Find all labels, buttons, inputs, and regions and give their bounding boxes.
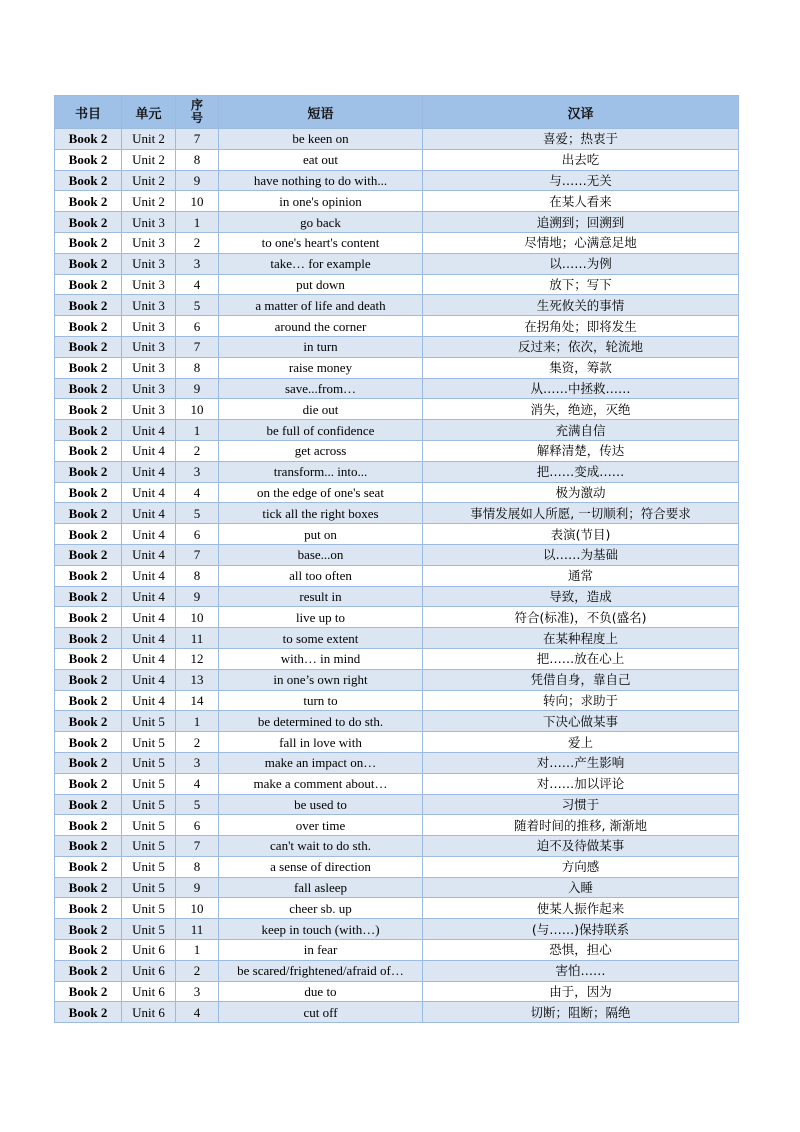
seq-cell: 10 xyxy=(176,191,219,212)
translation-cell: 对……加以评论 xyxy=(423,773,739,794)
seq-cell: 4 xyxy=(176,274,219,295)
translation-cell: 下决心做某事 xyxy=(423,711,739,732)
table-row xyxy=(55,316,739,337)
table-row xyxy=(55,815,739,836)
book-cell: Book 2 xyxy=(55,212,122,233)
book-cell: Book 2 xyxy=(55,1002,122,1023)
table-row xyxy=(55,440,739,461)
table-row xyxy=(55,648,739,669)
table-row xyxy=(55,295,739,316)
table-row xyxy=(55,940,739,961)
phrase-cell: put down xyxy=(219,274,423,295)
book-cell: Book 2 xyxy=(55,524,122,545)
unit-cell: Unit 3 xyxy=(122,274,176,295)
translation-cell: 尽情地；心满意足地 xyxy=(423,232,739,253)
unit-cell: Unit 3 xyxy=(122,232,176,253)
unit-cell: Unit 3 xyxy=(122,399,176,420)
unit-cell: Unit 4 xyxy=(122,440,176,461)
seq-cell: 10 xyxy=(176,607,219,628)
phrase-cell: with… in mind xyxy=(219,648,423,669)
phrase-cell: be keen on xyxy=(219,129,423,150)
seq-cell: 7 xyxy=(176,129,219,150)
unit-cell: Unit 6 xyxy=(122,981,176,1002)
book-cell: Book 2 xyxy=(55,690,122,711)
seq-cell: 7 xyxy=(176,544,219,565)
translation-cell: 把……变成…… xyxy=(423,461,739,482)
book-cell: Book 2 xyxy=(55,482,122,503)
book-cell: Book 2 xyxy=(55,940,122,961)
translation-cell: 出去吃 xyxy=(423,149,739,170)
seq-cell: 8 xyxy=(176,565,219,586)
book-cell: Book 2 xyxy=(55,232,122,253)
translation-cell: 把……放在心上 xyxy=(423,648,739,669)
unit-cell: Unit 4 xyxy=(122,607,176,628)
table-row xyxy=(55,628,739,649)
phrase-cell: base...on xyxy=(219,544,423,565)
translation-cell: 凭借自身，靠自己 xyxy=(423,669,739,690)
book-cell: Book 2 xyxy=(55,336,122,357)
book-cell: Book 2 xyxy=(55,440,122,461)
phrase-cell: cheer sb. up xyxy=(219,898,423,919)
translation-cell: 由于，因为 xyxy=(423,981,739,1002)
table-row xyxy=(55,253,739,274)
unit-cell: Unit 4 xyxy=(122,628,176,649)
phrase-cell: fall asleep xyxy=(219,877,423,898)
phrase-cell: eat out xyxy=(219,149,423,170)
phrase-cell: result in xyxy=(219,586,423,607)
book-cell: Book 2 xyxy=(55,565,122,586)
seq-cell: 11 xyxy=(176,919,219,940)
phrase-cell: over time xyxy=(219,815,423,836)
book-cell: Book 2 xyxy=(55,129,122,150)
translation-cell: 以……为基础 xyxy=(423,544,739,565)
book-cell: Book 2 xyxy=(55,898,122,919)
translation-cell: 通常 xyxy=(423,565,739,586)
seq-cell: 5 xyxy=(176,794,219,815)
phrase-cell: a matter of life and death xyxy=(219,295,423,316)
book-cell: Book 2 xyxy=(55,919,122,940)
table-row xyxy=(55,336,739,357)
unit-cell: Unit 5 xyxy=(122,856,176,877)
phrase-cell: can't wait to do sth. xyxy=(219,836,423,857)
phrase-cell: save...from… xyxy=(219,378,423,399)
phrase-cell: take… for example xyxy=(219,253,423,274)
seq-cell: 3 xyxy=(176,253,219,274)
translation-cell: 习惯于 xyxy=(423,794,739,815)
phrase-cell: a sense of direction xyxy=(219,856,423,877)
translation-cell: 从……中拯救…… xyxy=(423,378,739,399)
seq-cell: 2 xyxy=(176,960,219,981)
unit-cell: Unit 5 xyxy=(122,752,176,773)
unit-cell: Unit 5 xyxy=(122,815,176,836)
seq-cell: 1 xyxy=(176,940,219,961)
phrase-cell: on the edge of one's seat xyxy=(219,482,423,503)
table-row xyxy=(55,170,739,191)
unit-cell: Unit 4 xyxy=(122,524,176,545)
phrase-cell: around the corner xyxy=(219,316,423,337)
table-row xyxy=(55,752,739,773)
unit-cell: Unit 3 xyxy=(122,212,176,233)
book-cell: Book 2 xyxy=(55,836,122,857)
seq-cell: 4 xyxy=(176,773,219,794)
phrase-cell: due to xyxy=(219,981,423,1002)
book-cell: Book 2 xyxy=(55,877,122,898)
table-row xyxy=(55,482,739,503)
unit-cell: Unit 4 xyxy=(122,482,176,503)
table-row xyxy=(55,773,739,794)
table-row xyxy=(55,212,739,233)
phrase-cell: to one's heart's content xyxy=(219,232,423,253)
phrase-cell: fall in love with xyxy=(219,732,423,753)
translation-cell: 切断；阻断；隔绝 xyxy=(423,1002,739,1023)
table-row xyxy=(55,960,739,981)
unit-cell: Unit 2 xyxy=(122,129,176,150)
book-cell: Book 2 xyxy=(55,461,122,482)
table-row xyxy=(55,232,739,253)
table-row xyxy=(55,690,739,711)
seq-cell: 11 xyxy=(176,628,219,649)
table-header xyxy=(55,96,739,129)
book-cell: Book 2 xyxy=(55,170,122,191)
table-row xyxy=(55,732,739,753)
table-row xyxy=(55,856,739,877)
phrase-cell: die out xyxy=(219,399,423,420)
unit-cell: Unit 4 xyxy=(122,648,176,669)
phrase-cell: to some extent xyxy=(219,628,423,649)
book-cell: Book 2 xyxy=(55,295,122,316)
phrase-cell: have nothing to do with... xyxy=(219,170,423,191)
table-row xyxy=(55,274,739,295)
seq-cell: 8 xyxy=(176,149,219,170)
unit-cell: Unit 3 xyxy=(122,253,176,274)
unit-cell: Unit 5 xyxy=(122,732,176,753)
unit-cell: Unit 6 xyxy=(122,1002,176,1023)
seq-cell: 5 xyxy=(176,503,219,524)
book-cell: Book 2 xyxy=(55,960,122,981)
table-row xyxy=(55,357,739,378)
table-body xyxy=(55,129,739,1023)
header-phrase: 短语 xyxy=(219,96,423,129)
seq-cell: 3 xyxy=(176,981,219,1002)
translation-cell: 害怕…… xyxy=(423,960,739,981)
phrase-cell: in fear xyxy=(219,940,423,961)
translation-cell: 入睡 xyxy=(423,877,739,898)
unit-cell: Unit 3 xyxy=(122,378,176,399)
seq-cell: 7 xyxy=(176,836,219,857)
unit-cell: Unit 5 xyxy=(122,773,176,794)
seq-cell: 1 xyxy=(176,212,219,233)
translation-cell: 对……产生影响 xyxy=(423,752,739,773)
seq-cell: 2 xyxy=(176,440,219,461)
phrase-cell: be used to xyxy=(219,794,423,815)
phrase-cell: keep in touch (with…) xyxy=(219,919,423,940)
phrase-cell: be full of confidence xyxy=(219,420,423,441)
translation-cell: 表演(节目) xyxy=(423,524,739,545)
unit-cell: Unit 4 xyxy=(122,461,176,482)
phrase-cell: cut off xyxy=(219,1002,423,1023)
table-row xyxy=(55,877,739,898)
book-cell: Book 2 xyxy=(55,316,122,337)
header-book: 书目 xyxy=(55,96,122,129)
header-translation: 汉译 xyxy=(423,96,739,129)
table-row xyxy=(55,607,739,628)
translation-cell: 在拐角处；即将发生 xyxy=(423,316,739,337)
translation-cell: 反过来；依次，轮流地 xyxy=(423,336,739,357)
unit-cell: Unit 6 xyxy=(122,940,176,961)
seq-cell: 1 xyxy=(176,711,219,732)
table-row xyxy=(55,981,739,1002)
book-cell: Book 2 xyxy=(55,399,122,420)
header-unit: 单元 xyxy=(122,96,176,129)
phrase-cell: in one's opinion xyxy=(219,191,423,212)
table-row xyxy=(55,919,739,940)
table-row xyxy=(55,149,739,170)
seq-cell: 9 xyxy=(176,586,219,607)
seq-cell: 6 xyxy=(176,524,219,545)
seq-cell: 4 xyxy=(176,1002,219,1023)
translation-cell: 使某人振作起来 xyxy=(423,898,739,919)
translation-cell: 事情发展如人所愿, 一切顺利；符合要求 xyxy=(423,503,739,524)
seq-cell: 3 xyxy=(176,752,219,773)
seq-cell: 10 xyxy=(176,898,219,919)
unit-cell: Unit 4 xyxy=(122,544,176,565)
table-row xyxy=(55,524,739,545)
table-row xyxy=(55,378,739,399)
book-cell: Book 2 xyxy=(55,544,122,565)
seq-cell: 8 xyxy=(176,357,219,378)
header-seq xyxy=(176,96,219,129)
table-row xyxy=(55,399,739,420)
translation-cell: 转向；求助于 xyxy=(423,690,739,711)
book-cell: Book 2 xyxy=(55,628,122,649)
book-cell: Book 2 xyxy=(55,357,122,378)
table-row xyxy=(55,191,739,212)
translation-cell: 在某种程度上 xyxy=(423,628,739,649)
seq-cell: 9 xyxy=(176,170,219,191)
phrase-cell: make a comment about… xyxy=(219,773,423,794)
header-seq-line1: 序 xyxy=(190,98,203,112)
unit-cell: Unit 2 xyxy=(122,191,176,212)
seq-cell: 8 xyxy=(176,856,219,877)
unit-cell: Unit 5 xyxy=(122,711,176,732)
phrase-cell: transform... into... xyxy=(219,461,423,482)
phrase-cell: raise money xyxy=(219,357,423,378)
unit-cell: Unit 6 xyxy=(122,960,176,981)
book-cell: Book 2 xyxy=(55,752,122,773)
translation-cell: 在某人看来 xyxy=(423,191,739,212)
book-cell: Book 2 xyxy=(55,586,122,607)
unit-cell: Unit 5 xyxy=(122,919,176,940)
vocabulary-table xyxy=(54,95,739,1023)
book-cell: Book 2 xyxy=(55,732,122,753)
seq-cell: 14 xyxy=(176,690,219,711)
table-row xyxy=(55,544,739,565)
book-cell: Book 2 xyxy=(55,253,122,274)
unit-cell: Unit 5 xyxy=(122,836,176,857)
translation-cell: 消失，绝迹，灭绝 xyxy=(423,399,739,420)
seq-cell: 9 xyxy=(176,877,219,898)
book-cell: Book 2 xyxy=(55,420,122,441)
seq-cell: 3 xyxy=(176,461,219,482)
book-cell: Book 2 xyxy=(55,274,122,295)
unit-cell: Unit 4 xyxy=(122,503,176,524)
table-row xyxy=(55,565,739,586)
table-row xyxy=(55,503,739,524)
book-cell: Book 2 xyxy=(55,856,122,877)
book-cell: Book 2 xyxy=(55,815,122,836)
seq-cell: 12 xyxy=(176,648,219,669)
phrase-cell: get across xyxy=(219,440,423,461)
header-row xyxy=(55,96,739,129)
book-cell: Book 2 xyxy=(55,191,122,212)
translation-cell: 符合(标准)，不负(盛名) xyxy=(423,607,739,628)
unit-cell: Unit 3 xyxy=(122,316,176,337)
table-row xyxy=(55,1002,739,1023)
seq-cell: 6 xyxy=(176,316,219,337)
translation-cell: 追溯到；回溯到 xyxy=(423,212,739,233)
table-row xyxy=(55,669,739,690)
translation-cell: 充满自信 xyxy=(423,420,739,441)
phrase-cell: all too often xyxy=(219,565,423,586)
book-cell: Book 2 xyxy=(55,149,122,170)
unit-cell: Unit 4 xyxy=(122,420,176,441)
book-cell: Book 2 xyxy=(55,794,122,815)
seq-cell: 7 xyxy=(176,336,219,357)
phrase-cell: turn to xyxy=(219,690,423,711)
book-cell: Book 2 xyxy=(55,378,122,399)
table-row xyxy=(55,836,739,857)
phrase-cell: go back xyxy=(219,212,423,233)
unit-cell: Unit 4 xyxy=(122,586,176,607)
unit-cell: Unit 4 xyxy=(122,565,176,586)
translation-cell: 生死攸关的事情 xyxy=(423,295,739,316)
phrase-cell: put on xyxy=(219,524,423,545)
unit-cell: Unit 3 xyxy=(122,295,176,316)
phrase-cell: make an impact on… xyxy=(219,752,423,773)
seq-cell: 10 xyxy=(176,399,219,420)
phrase-cell: in one’s own right xyxy=(219,669,423,690)
translation-cell: 方向感 xyxy=(423,856,739,877)
table-row xyxy=(55,129,739,150)
header-seq-line2: 号 xyxy=(190,111,203,125)
translation-cell: 导致，造成 xyxy=(423,586,739,607)
table-row xyxy=(55,461,739,482)
seq-cell: 4 xyxy=(176,482,219,503)
translation-cell: 恐惧，担心 xyxy=(423,940,739,961)
translation-cell: 集资，筹款 xyxy=(423,357,739,378)
table-row xyxy=(55,898,739,919)
translation-cell: 爱上 xyxy=(423,732,739,753)
table-row xyxy=(55,794,739,815)
translation-cell: 喜爱；热衷于 xyxy=(423,129,739,150)
phrase-cell: live up to xyxy=(219,607,423,628)
unit-cell: Unit 3 xyxy=(122,357,176,378)
table-row xyxy=(55,586,739,607)
table-row xyxy=(55,420,739,441)
phrase-cell: tick all the right boxes xyxy=(219,503,423,524)
translation-cell: (与……)保持联系 xyxy=(423,919,739,940)
seq-cell: 2 xyxy=(176,232,219,253)
seq-cell: 13 xyxy=(176,669,219,690)
book-cell: Book 2 xyxy=(55,773,122,794)
book-cell: Book 2 xyxy=(55,711,122,732)
seq-cell: 9 xyxy=(176,378,219,399)
unit-cell: Unit 4 xyxy=(122,690,176,711)
book-cell: Book 2 xyxy=(55,981,122,1002)
unit-cell: Unit 5 xyxy=(122,877,176,898)
seq-cell: 5 xyxy=(176,295,219,316)
unit-cell: Unit 5 xyxy=(122,898,176,919)
unit-cell: Unit 5 xyxy=(122,794,176,815)
translation-cell: 与……无关 xyxy=(423,170,739,191)
book-cell: Book 2 xyxy=(55,648,122,669)
phrase-cell: be determined to do sth. xyxy=(219,711,423,732)
seq-cell: 2 xyxy=(176,732,219,753)
table-row xyxy=(55,711,739,732)
translation-cell: 极为激动 xyxy=(423,482,739,503)
phrase-cell: be scared/frightened/afraid of… xyxy=(219,960,423,981)
translation-cell: 放下；写下 xyxy=(423,274,739,295)
book-cell: Book 2 xyxy=(55,669,122,690)
translation-cell: 随着时间的推移, 渐渐地 xyxy=(423,815,739,836)
unit-cell: Unit 2 xyxy=(122,149,176,170)
phrase-cell: in turn xyxy=(219,336,423,357)
unit-cell: Unit 3 xyxy=(122,336,176,357)
translation-cell: 迫不及待做某事 xyxy=(423,836,739,857)
seq-cell: 1 xyxy=(176,420,219,441)
translation-cell: 以……为例 xyxy=(423,253,739,274)
seq-cell: 6 xyxy=(176,815,219,836)
unit-cell: Unit 2 xyxy=(122,170,176,191)
translation-cell: 解释清楚，传达 xyxy=(423,440,739,461)
book-cell: Book 2 xyxy=(55,607,122,628)
unit-cell: Unit 4 xyxy=(122,669,176,690)
book-cell: Book 2 xyxy=(55,503,122,524)
